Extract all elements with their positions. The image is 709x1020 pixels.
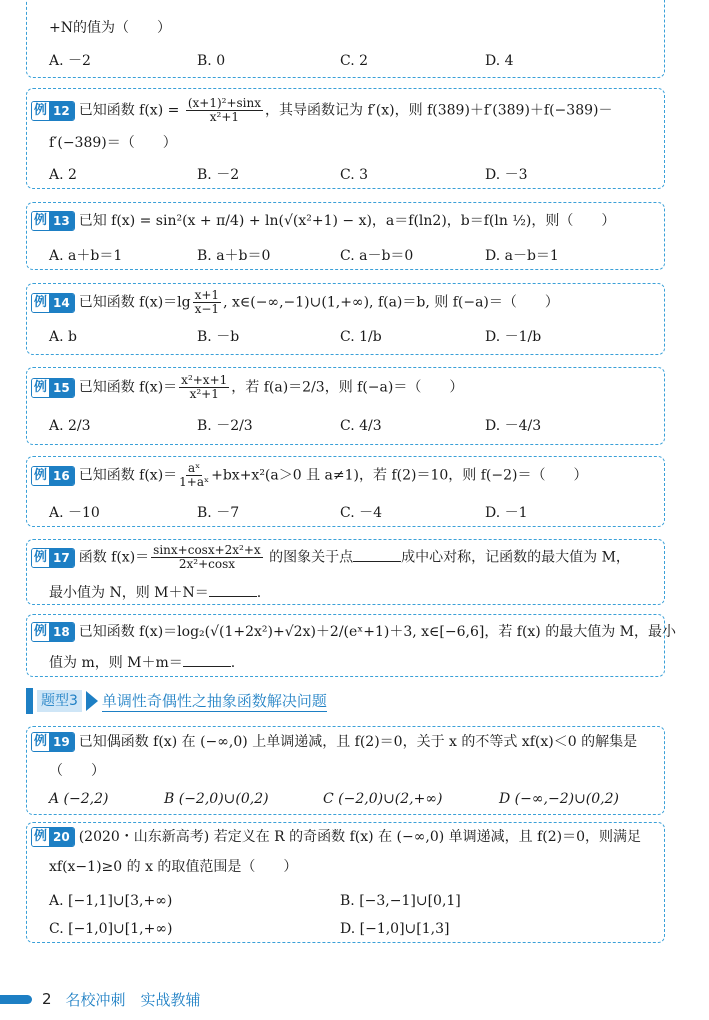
question-19 [26, 726, 665, 815]
q14-line1 [31, 289, 559, 316]
q14-option-a[interactable]: A. b [49, 329, 77, 345]
q11-option-c[interactable]: C. 2 [340, 53, 369, 69]
question-11-tail [26, 0, 665, 78]
q16-option-c[interactable]: C. －4 [340, 505, 383, 521]
q15-post: ，若 f(a)＝2/3，则 f(−a)＝（ ） [231, 379, 464, 396]
q14-option-b[interactable]: B. －b [197, 329, 240, 345]
q12-tag: 例 12 [31, 101, 75, 121]
q14-option-d[interactable]: D. －1/b [485, 329, 542, 345]
q14-post: , x∈(−∞,−1)∪(1,+∞), f(a)＝b, 则 f(−a)＝（ ） [223, 294, 559, 311]
footer-pill-decoration [0, 995, 32, 1004]
q15-line1 [31, 374, 463, 401]
section-arrow-icon [86, 691, 98, 711]
q16-pre: 已知函数 f(x)＝ [78, 467, 178, 484]
q20-line1 [31, 827, 641, 847]
q13-line1 [31, 211, 615, 231]
q17-line2-text: 最小值为 N，则 M＋N＝ [49, 585, 209, 601]
q12-option-b[interactable]: B. －2 [197, 167, 240, 183]
q20-tag: 例 20 [31, 827, 75, 847]
q16-fraction: $\frac{\text{aˣ}}{\text{1+aˣ}}$ [179, 461, 210, 489]
q19-option-c[interactable]: C (−2,0)∪(2,+∞) [323, 791, 443, 807]
q17-blank-2[interactable] [209, 582, 257, 597]
q20-text: (2020・山东新高考) 若定义在 R 的奇函数 f(x) 在 (−∞,0) 单调递减，且 f(2)＝0，则满足 [78, 829, 642, 845]
q12-option-d[interactable]: D. －3 [485, 167, 528, 183]
q12-option-a[interactable]: A. 2 [49, 167, 77, 183]
q11-option-a[interactable]: A. －2 [49, 53, 91, 69]
q13-tag: 例 13 [31, 211, 75, 231]
q20-option-a[interactable]: A. [−1,1]∪[3,+∞) [49, 893, 173, 909]
q13-option-d[interactable]: D. a－b＝1 [485, 248, 559, 264]
q12-option-c[interactable]: C. 3 [340, 167, 369, 183]
q14-fraction: $\frac{x+1}{x-1}$ [194, 288, 220, 316]
q12-line1 [31, 97, 612, 124]
q12-fraction: $\frac{\text{(x+1)²+sinx}}{\text{x²+1}}$ [187, 96, 261, 124]
question-13 [26, 202, 665, 270]
question-15 [26, 367, 665, 445]
q17-post2: 成中心对称，记函数的最大值为 M， [401, 549, 630, 566]
q18-blank[interactable] [183, 652, 231, 667]
q17-post: 的图象关于点 [264, 549, 354, 566]
q14-option-c[interactable]: C. 1/b [340, 329, 382, 345]
q20-line2: xf(x−1)≥0 的 x 的取值范围是（ ） [49, 859, 298, 875]
q13-option-a[interactable]: A. a＋b＝1 [49, 248, 123, 264]
q18-line2 [49, 652, 235, 673]
question-12 [26, 88, 665, 189]
q18-line2-end: . [230, 655, 236, 671]
page-footer [0, 988, 201, 1010]
q16-option-a[interactable]: A. －10 [49, 505, 100, 521]
q11-line: +N的值为（ ） [49, 20, 171, 36]
q18-text: 已知函数 f(x)＝log₂(√(1+2x²)+√2x)＋2/(eˣ+1)＋3, x∈[−6,6]，若 f(x) 的最大值为 M，最小 [78, 624, 677, 640]
q17-line2 [49, 582, 261, 603]
q18-tag: 例 18 [31, 622, 75, 642]
q17-fraction: $\frac{\text{sinx+cosx+2x²+x}}{\text{2x²+cosx}}$ [153, 543, 261, 571]
q17-line2-end: . [256, 585, 262, 601]
q12-line2: f′(−389)＝（ ） [49, 135, 177, 151]
section-label: 题型3 [37, 690, 82, 712]
page-number: 2 [42, 990, 52, 1008]
q15-tag: 例 15 [31, 378, 75, 398]
q19-option-d[interactable]: D (−∞,−2)∪(0,2) [499, 791, 619, 807]
question-14 [26, 283, 665, 355]
q12-post: ，其导函数记为 f′(x)，则 f(389)＋f′(389)＋f(−389)－ [265, 102, 613, 119]
q19-line1 [31, 732, 637, 752]
q17-pre: 函数 f(x)＝ [78, 549, 150, 566]
q19-option-a[interactable]: A (−2,2) [49, 791, 109, 807]
q11-option-d[interactable]: D. 4 [485, 53, 514, 69]
q18-line2-text: 值为 m，则 M＋m＝ [49, 655, 183, 671]
section-marker [26, 688, 33, 714]
q18-line1 [31, 622, 676, 642]
q17-tag: 例 17 [31, 548, 75, 568]
q15-pre: 已知函数 f(x)＝ [78, 379, 178, 396]
q19-text: 已知偶函数 f(x) 在 (−∞,0) 上单调递减，且 f(2)＝0，关于 x 的不等式 xf(x)＜0 的解集是 [78, 734, 638, 750]
q19-line2: （ ） [49, 763, 105, 779]
q20-option-c[interactable]: C. [−1,0]∪[1,+∞) [49, 921, 173, 937]
q17-line1 [31, 544, 630, 571]
question-20 [26, 822, 665, 943]
q19-tag: 例 19 [31, 732, 75, 752]
q15-fraction: $\frac{\text{x²+x+1}}{\text{x²+1}}$ [181, 373, 228, 401]
section-header [26, 688, 327, 714]
q13-option-c[interactable]: C. a－b＝0 [340, 248, 414, 264]
q13-text: 已知 f(x) = sin²(x + π/4) + ln(√(x²+1) − x)，a＝f(ln2)，b＝f(ln ½)，则（ ） [78, 213, 616, 229]
question-18 [26, 614, 677, 677]
q15-option-a[interactable]: A. 2/3 [49, 418, 91, 434]
q19-option-b[interactable]: B (−2,0)∪(0,2) [164, 791, 269, 807]
q13-option-b[interactable]: B. a＋b＝0 [197, 248, 271, 264]
q12-pre: 已知函数 f(x) = [78, 102, 184, 119]
question-17 [26, 539, 665, 605]
q11-option-b[interactable]: B. 0 [197, 53, 226, 69]
q14-pre: 已知函数 f(x)＝lg [78, 294, 191, 311]
q15-option-d[interactable]: D. －4/3 [485, 418, 542, 434]
q20-option-b[interactable]: B. [−3,−1]∪[0,1] [340, 893, 461, 909]
q20-option-d[interactable]: D. [−1,0]∪[1,3] [340, 921, 450, 937]
footer-brand: 名校冲刺 实战教辅 [65, 990, 201, 1009]
q15-option-b[interactable]: B. －2/3 [197, 418, 253, 434]
question-16 [26, 456, 665, 527]
q16-line1 [31, 462, 587, 489]
q16-option-d[interactable]: D. －1 [485, 505, 528, 521]
q16-tag: 例 16 [31, 466, 75, 486]
q16-post: +bx+x²(a＞0 且 a≠1)，若 f(2)＝10，则 f(−2)＝（ ） [211, 467, 588, 484]
q15-option-c[interactable]: C. 4/3 [340, 418, 382, 434]
q17-blank-1[interactable] [353, 547, 401, 562]
q14-tag: 例 14 [31, 293, 75, 313]
q16-option-b[interactable]: B. －7 [197, 505, 240, 521]
section-title: 单调性奇偶性之抽象函数解决问题 [101, 692, 327, 710]
